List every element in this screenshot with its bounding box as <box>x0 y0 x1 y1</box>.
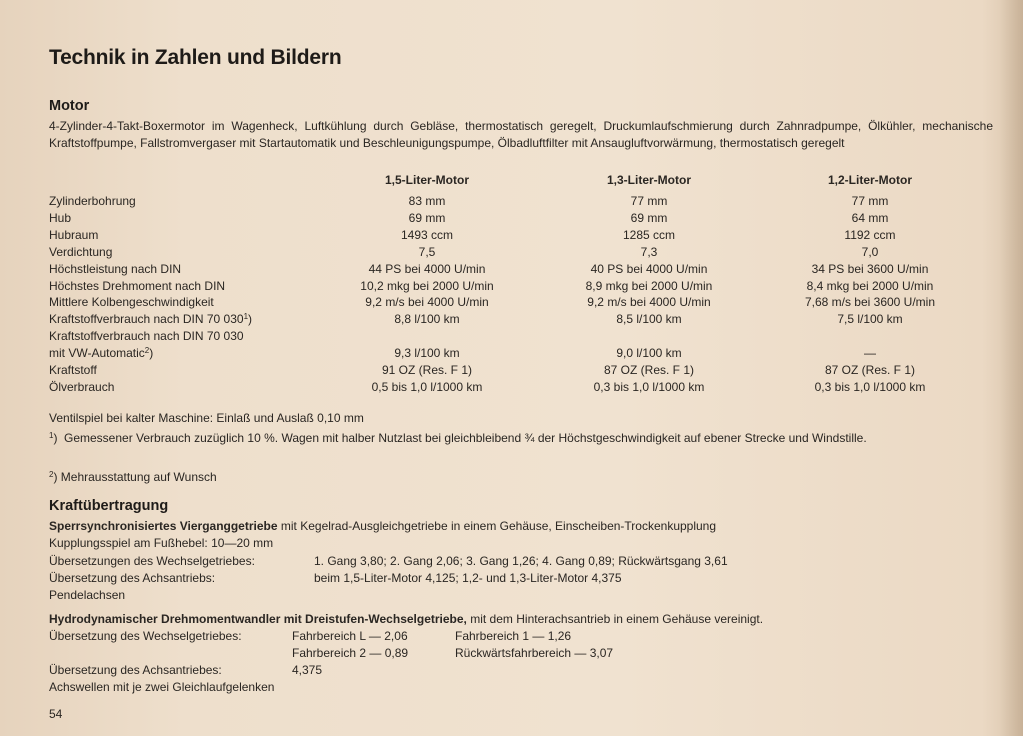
spec-row-value: 69 mm <box>630 211 668 225</box>
hydro-range-l: Fahrbereich L — 2,06 <box>292 629 408 643</box>
spec-row-value: 0,3 bis 1,0 l/1000 km <box>814 380 926 394</box>
spec-row-value: 7,3 <box>640 245 658 259</box>
hydro-line: Hydrodynamischer Drehmomentwandler mit Dreistufen-Wechselgetriebe, mit dem Hinterachsantrieb in einem Gehäuse vereinigt. <box>49 612 764 626</box>
footnote-1: Gemessener Verbrauch zuzüglich 10 %. Wagen mit halber Nutzlast bei gleichbleibend ¾ der Höchstgeschwindigkeit auf ebener Strecke und Windstille. <box>64 431 867 445</box>
spec-row-value: 83 mm <box>408 194 446 208</box>
achswellen: Achswellen mit je zwei Gleichlaufgelenken <box>49 680 275 694</box>
spec-row-label: Kraftstoff <box>49 363 97 377</box>
spec-row-value: 8,5 l/100 km <box>616 312 682 326</box>
spec-row-value: 1285 ccm <box>622 228 676 242</box>
hydro-range-2: Fahrbereich 2 — 0,89 <box>292 646 409 660</box>
kupplungsspiel: Kupplungsspiel am Fußhebel: 10—20 mm <box>49 536 274 550</box>
motor-description: 4-Zylinder-4-Takt-Boxermotor im Wagenheck, Luftkühlung durch Gebläse, thermostatisch geregelt, Druckumlaufschmierung durch Zahnradpumpe, Ölkühler, mechanische Kraftstoffpumpe, Fallstromvergaser mit Startautomatik und Beschleunigungspumpe, Ölbadluftfilter mit Ansaugluftvorwärmung, thermostatisch geregelt <box>49 119 993 150</box>
spec-row-value: 34 PS bei 3600 U/min <box>811 262 929 276</box>
spec-row-label: Verdichtung <box>49 245 113 259</box>
achs-value: beim 1,5-Liter-Motor 4,125; 1,2- und 1,3-Liter-Motor 4,375 <box>314 571 622 585</box>
col-header-1-5: 1,5-Liter-Motor <box>385 173 469 187</box>
hydro-range-r: Rückwärtsfahrbereich — 3,07 <box>455 646 614 660</box>
wechsel-label: Übersetzungen des Wechselgetriebes: <box>49 554 255 568</box>
spec-row-value: 7,0 <box>861 245 879 259</box>
motor-heading: Motor <box>49 98 90 114</box>
page-title: Technik in Zahlen und Bildern <box>49 46 342 69</box>
spec-row-label: Hubraum <box>49 228 99 242</box>
kraft-heading: Kraftübertragung <box>49 498 169 514</box>
spec-row-value: 10,2 mkg bei 2000 U/min <box>360 279 494 293</box>
hydro-achs-label: Übersetzung des Achsantriebes: <box>49 663 222 677</box>
spec-row-label: Höchstes Drehmoment nach DIN <box>49 279 226 293</box>
getriebe-line: Sperrsynchronisiertes Vierganggetriebe mit Kegelrad-Ausgleichgetriebe in einem Gehäuse, Einscheiben-Trockenkupplung <box>49 519 717 533</box>
footnote-1-mark: $^1$) <box>49 431 58 445</box>
wechsel-value: 1. Gang 3,80; 2. Gang 2,06; 3. Gang 1,26; 4. Gang 0,89; Rückwärtsgang 3,61 <box>314 554 728 568</box>
spec-row-label: Höchstleistung nach DIN <box>49 262 182 276</box>
spec-row-value: 7,68 m/s bei 3600 U/min <box>804 295 936 309</box>
spec-row-value: — <box>864 346 876 360</box>
achs-label: Übersetzung des Achsantriebs: <box>49 571 216 585</box>
spec-row-value: 7,5 l/100 km <box>837 312 903 326</box>
page-number: 54 <box>49 707 63 721</box>
spec-row-value: 69 mm <box>408 211 446 225</box>
spec-row-value: 8,8 l/100 km <box>394 312 460 326</box>
ventilspiel-note: Ventilspiel bei kalter Maschine: Einlaß und Auslaß 0,10 mm <box>49 411 364 425</box>
spec-row-label: Hub <box>49 211 72 225</box>
spec-row-label: Ölverbrauch <box>49 380 115 394</box>
spec-row-value: 9,3 l/100 km <box>394 346 460 360</box>
spec-row-value: 9,0 l/100 km <box>616 346 682 360</box>
spec-row-value: 64 mm <box>851 211 889 225</box>
spec-row-value: 44 PS bei 4000 U/min <box>368 262 486 276</box>
spec-row-value: 7,5 <box>418 245 436 259</box>
spec-row-value: 77 mm <box>630 194 668 208</box>
hydro-range-1: Fahrbereich 1 — 1,26 <box>455 629 572 643</box>
spec-row-label: Kraftstoffverbrauch nach DIN 70 $030^1$) <box>49 312 253 326</box>
spec-row-label: Kraftstoffverbrauch nach DIN 70 030 <box>49 329 244 343</box>
spec-row-value: 0,5 bis 1,0 l/1000 km <box>371 380 483 394</box>
spec-row-value: 9,2 m/s bei 4000 U/min <box>587 295 711 309</box>
spec-row-value: 1192 ccm <box>844 228 896 242</box>
spec-row-value: 1493 ccm <box>400 228 454 242</box>
spec-row-value: 91 OZ (Res. F 1) <box>381 363 473 377</box>
hydro-wechsel-label: Übersetzung des Wechselgetriebes: <box>49 629 242 643</box>
col-header-1-2: 1,2-Liter-Motor <box>828 173 912 187</box>
spec-row-label: Zylinderbohrung <box>49 194 136 208</box>
spec-row-value: 87 OZ (Res. F 1) <box>824 363 916 377</box>
spec-row-label: Mittlere Kolbengeschwindigkeit <box>49 295 214 309</box>
hydro-achs-value: 4,375 <box>292 663 323 677</box>
spec-row-value: 77 mm <box>851 194 889 208</box>
spec-row-value: 40 PS bei 4000 U/min <box>590 262 708 276</box>
footnote-2: $^2$) Mehrausstattung auf Wunsch <box>49 470 217 484</box>
spec-row-value: 87 OZ (Res. F 1) <box>603 363 695 377</box>
spec-row-value: 8,4 mkg bei 2000 U/min <box>806 279 934 293</box>
page-fold-shadow <box>999 0 1023 736</box>
pendelachsen: Pendelachsen <box>49 588 126 602</box>
spec-row-label: mit VW-Automatic$^2$) <box>49 346 154 360</box>
spec-row-value: 9,2 m/s bei 4000 U/min <box>365 295 489 309</box>
spec-row-value: 0,3 bis 1,0 l/1000 km <box>593 380 705 394</box>
col-header-1-3: 1,3-Liter-Motor <box>607 173 691 187</box>
spec-row-value: 8,9 mkg bei 2000 U/min <box>585 279 713 293</box>
